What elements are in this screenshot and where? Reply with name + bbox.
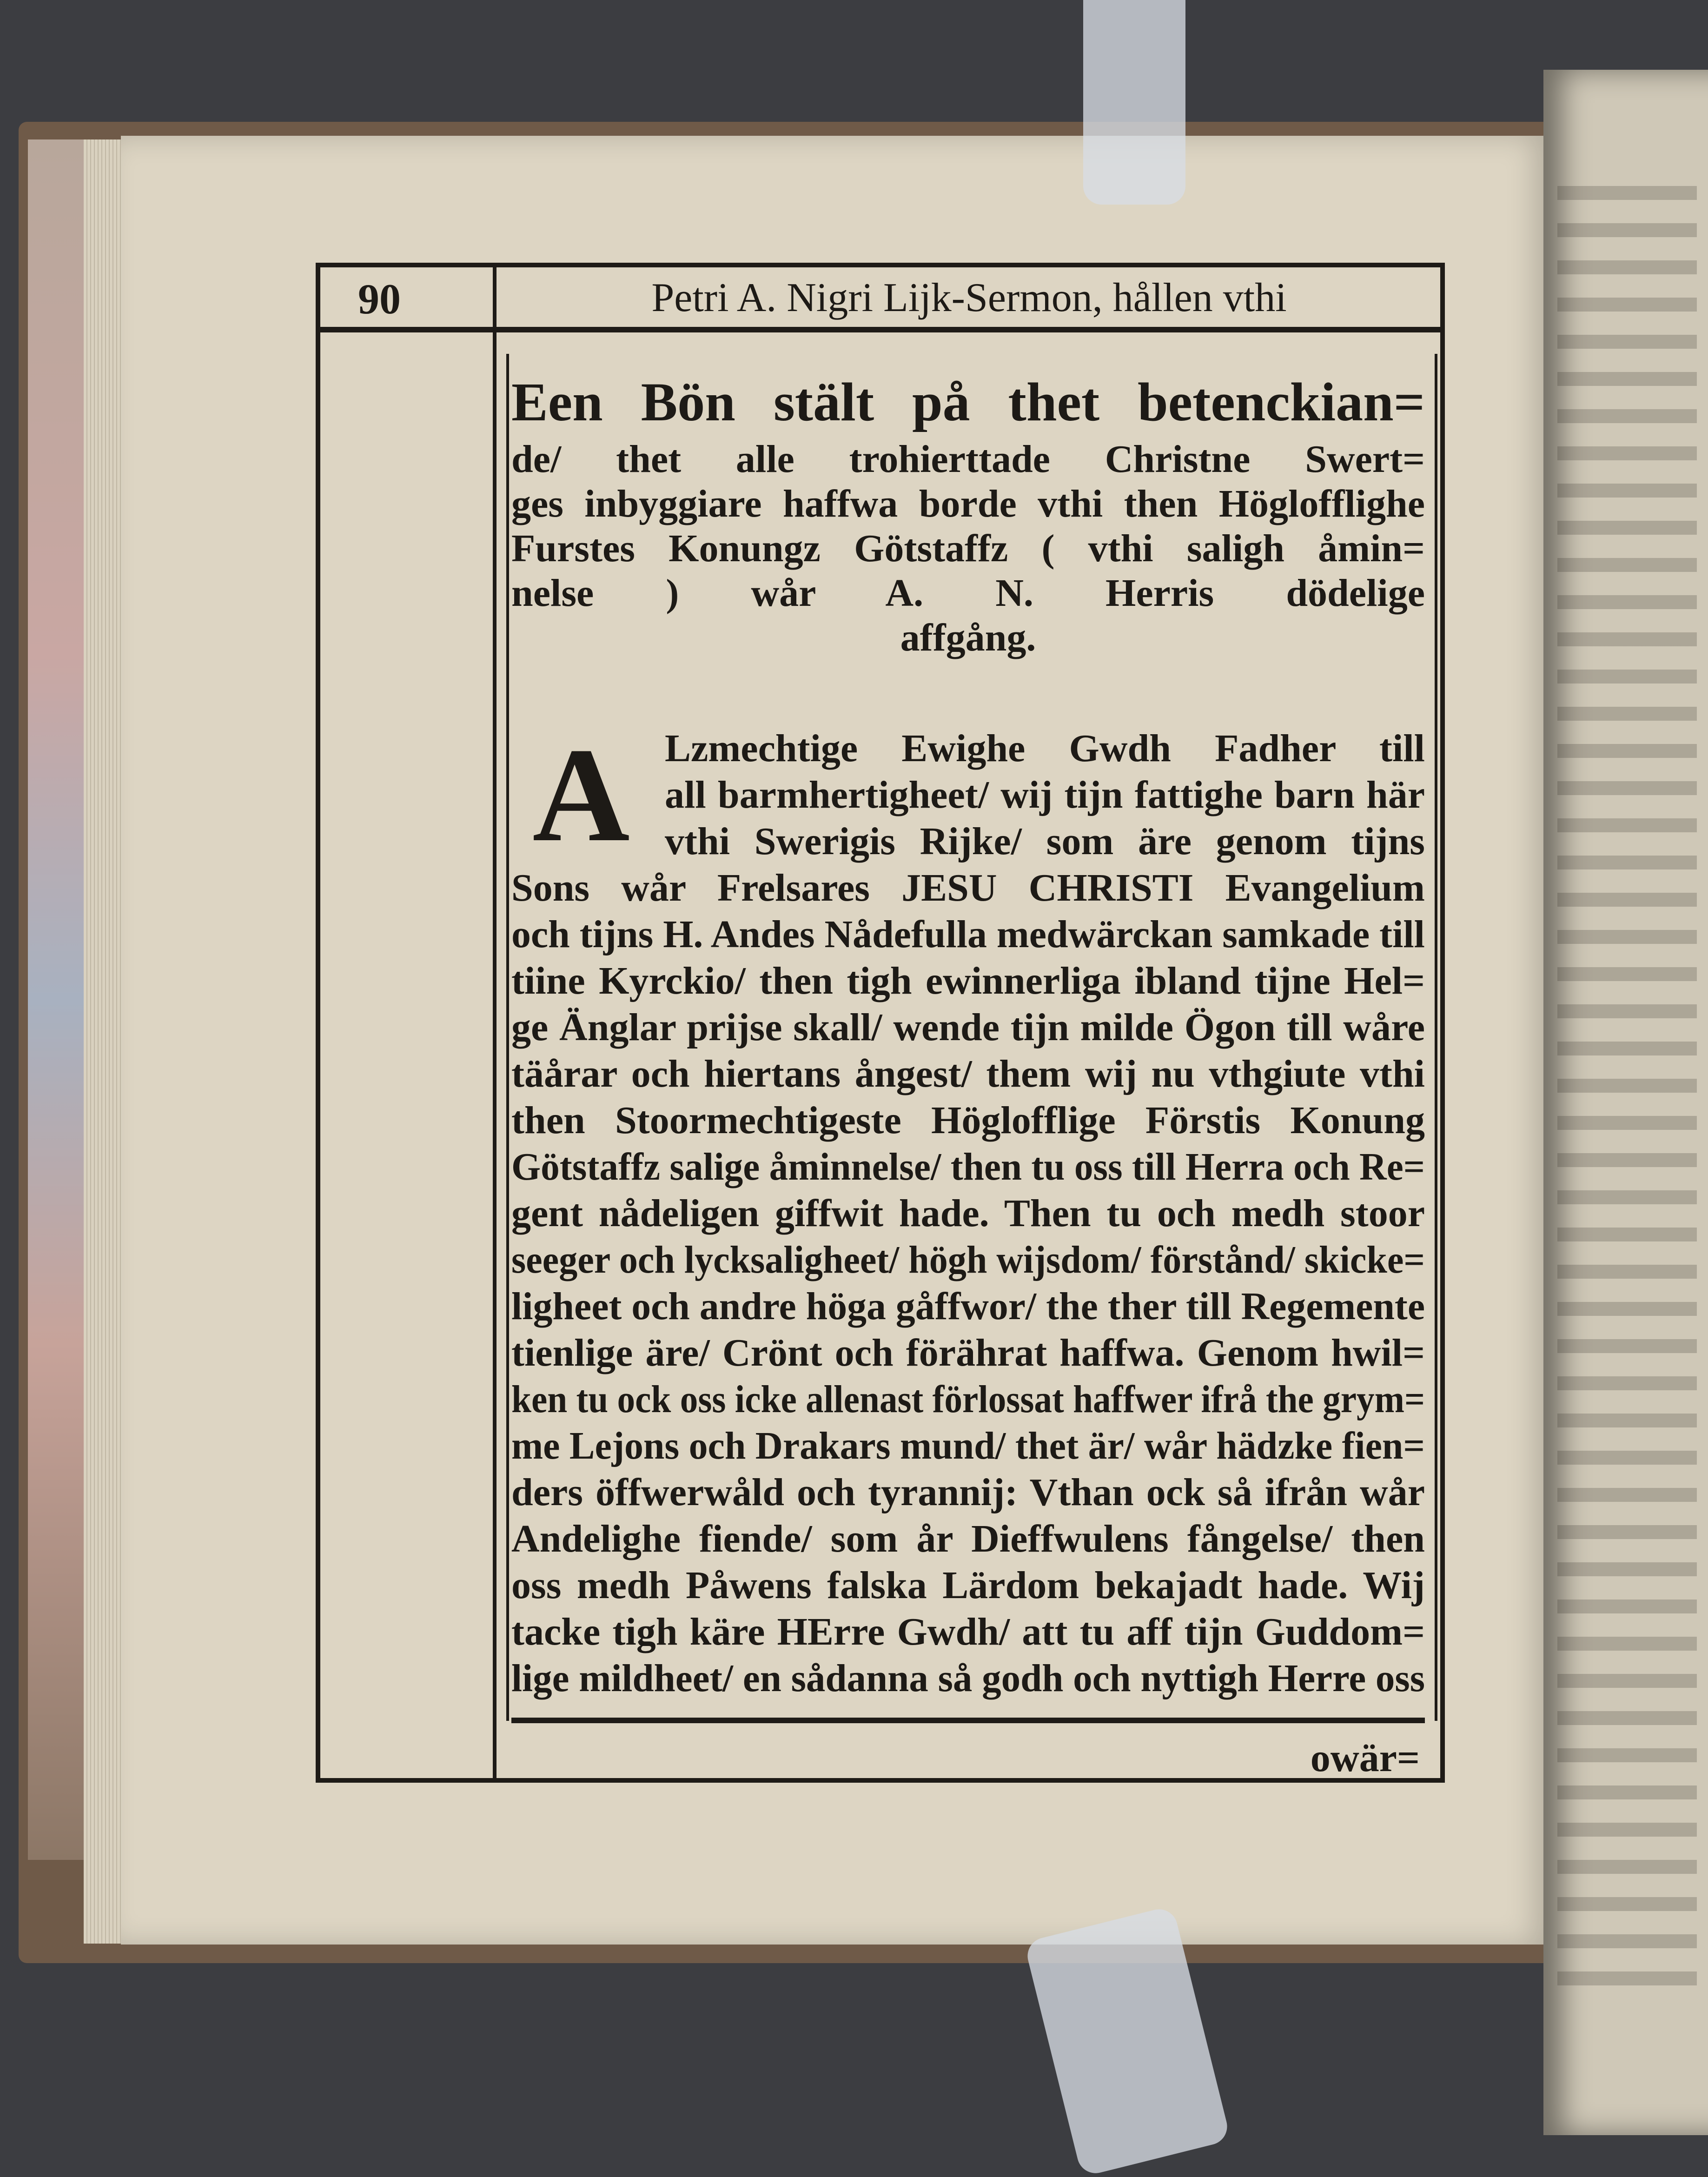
title-line: de/ thet alle trohierttade Christne Swert= bbox=[511, 438, 1425, 481]
body-line: Andelighe fiende/ som år Dieffwulens fångelse/ then bbox=[511, 1517, 1425, 1560]
running-head: Petri A. Nigri Lijk-Sermon, hållen vthi bbox=[651, 275, 1287, 320]
title-line: Een Bön stält på thet betenckian= bbox=[511, 372, 1425, 432]
body-line: lige mildheet/ en sådanna så godh och nyttigh Herre oss bbox=[511, 1657, 1425, 1700]
body-line: oss medh Påwens falska Lärdom bekajadt hade. Wij bbox=[511, 1564, 1425, 1607]
body-line: ken tu ock oss icke allenast förlossat haffwer ifrå the grym= bbox=[511, 1378, 1425, 1421]
body-line: seeger och lycksaligheet/ högh wijsdom/ förstånd/ skicke= bbox=[511, 1238, 1425, 1281]
body-line: och tijns H. Andes Nådefulla medwärckan samkade till bbox=[511, 913, 1425, 956]
footer-rule bbox=[511, 1718, 1425, 1723]
body-line: vthi Swerigis Rijke/ som äre genom tijns bbox=[665, 820, 1425, 863]
body-line: Götstaffz salige åminnelse/ then tu oss till Herra och Re= bbox=[511, 1145, 1425, 1188]
title-line: affgång. bbox=[900, 616, 1036, 659]
body-line: tiine Kyrckio/ then tigh ewinnerliga ibland tijne Hel= bbox=[511, 959, 1425, 1002]
body-line: ligheet och andre höga gåffwor/ the ther till Regemente bbox=[511, 1285, 1425, 1328]
body-line: me Lejons och Drakars mund/ thet är/ wår hädzke fien= bbox=[511, 1424, 1425, 1467]
margin-column-divider bbox=[493, 263, 497, 1783]
body-line: then Stoormechtigeste Höglofflige Förstis Konung bbox=[511, 1099, 1425, 1142]
body-line: gent nådeligen giffwit hade. Then tu och medh stoor bbox=[511, 1192, 1425, 1235]
body-line: Lzmechtige Ewighe Gwdh Fadher till bbox=[665, 727, 1425, 770]
body-line: ge Änglar prijse skall/ wende tijn milde Ögon till wåre bbox=[511, 1006, 1425, 1049]
page-number: 90 bbox=[358, 275, 401, 323]
body-line: all barmhertigheet/ wij tijn fattighe barn här bbox=[665, 773, 1425, 816]
drop-cap: A bbox=[532, 725, 630, 865]
body-line: ders öffwerwåld och tyrannij: Vthan ock så ifrån wår bbox=[511, 1471, 1425, 1514]
header-rule bbox=[316, 327, 1445, 332]
body-text bbox=[511, 725, 1425, 1702]
body-line: täårar och hiertans ångest/ them wij nu vthgiute vthi bbox=[511, 1052, 1425, 1095]
right-page-text-shadow bbox=[1557, 186, 1697, 1999]
title-line: nelse ) wår A. N. Herris dödelige bbox=[511, 571, 1425, 615]
prayer-title bbox=[511, 367, 1425, 660]
body-line: Sons wår Frelsares JESU CHRISTI Evangelium bbox=[511, 866, 1425, 909]
title-line: ges inbyggiare haffwa borde vthi then Höglofflighe bbox=[511, 482, 1425, 525]
title-line: Furstes Konungz Götstaffz ( vthi saligh åmin= bbox=[511, 527, 1425, 570]
catchword: owär= bbox=[1310, 1735, 1420, 1780]
body-line: tienlige äre/ Crönt och förährat haffwa. Genom hwil= bbox=[511, 1331, 1425, 1374]
body-line: tacke tigh käre HErre Gwdh/ att tu aff tijn Guddom= bbox=[511, 1610, 1425, 1653]
top-page-clip bbox=[1083, 0, 1185, 205]
